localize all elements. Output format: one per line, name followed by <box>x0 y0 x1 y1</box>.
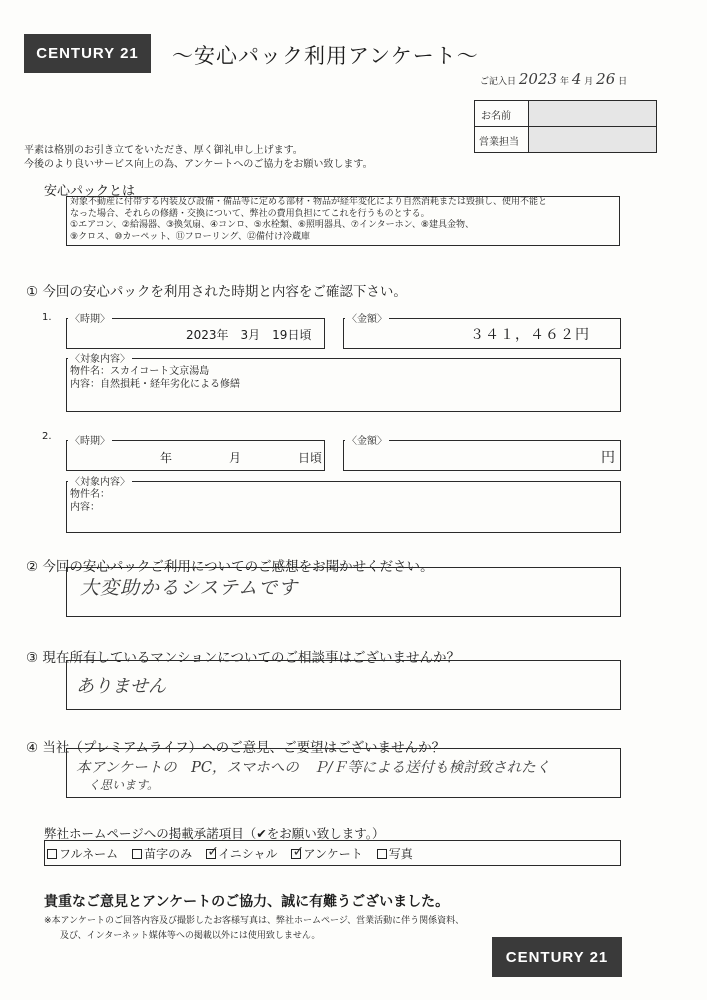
date-row <box>480 70 680 88</box>
checkbox-initials[interactable] <box>206 849 216 859</box>
consent-option-surname[interactable] <box>132 845 192 862</box>
consent-box <box>44 840 621 866</box>
entry-1-number: 1. <box>42 312 52 323</box>
consent-option-label: フルネーム <box>59 846 119 861</box>
about-heading: 安心パックとは <box>44 184 136 199</box>
checkbox-photo[interactable] <box>377 849 387 859</box>
about-box <box>66 196 620 246</box>
entry-2-target-label: 〈対象内容〉 <box>68 473 132 488</box>
entry-2-amount-label: 〈金額〉 <box>345 432 389 447</box>
entry-2-amount-unit: 円 <box>601 450 615 466</box>
footer-note-2: 及び、インターネット媒体等への掲載以外には使用致しません。 <box>60 931 321 941</box>
consent-option-initials[interactable] <box>206 845 277 862</box>
name-row <box>475 101 656 127</box>
page-title: ～安心パック利用アンケート～ <box>172 44 479 68</box>
date-day: 26 <box>596 70 616 88</box>
entry-1-content: 内容：自然損耗・経年劣化による修繕 <box>70 379 240 390</box>
entry-2-year-unit: 年 <box>160 451 173 465</box>
question-1: ① 今回の安心パックを利用された時期と内容をご確認下さい。 <box>26 284 407 300</box>
q4-answer-line-1: 本アンケートの PC，スマホへの Ｐ/Ｆ等による送付も検討致されたく <box>76 760 551 776</box>
consent-option-fullname[interactable] <box>47 845 118 862</box>
entry-2-target-box[interactable] <box>66 481 621 533</box>
name-label: お名前 <box>475 101 529 126</box>
consent-option-label: 写真 <box>388 846 413 861</box>
sales-row <box>475 127 656 152</box>
checkbox-survey[interactable] <box>291 849 301 859</box>
date-month: 4 <box>571 70 582 88</box>
century21-logo-bottom: CENTURY 21 <box>492 937 622 977</box>
thanks-message: 貴重なご意見とアンケートのご協力、誠に有難うございました。 <box>44 894 450 910</box>
q2-answer: 大変助かるシステムです <box>80 577 299 599</box>
question-2: ② 今回の安心パックご利用についてのご感想をお聞かせください。 <box>26 559 434 575</box>
entry-2-month-unit: 月 <box>229 451 242 465</box>
century21-logo-top: CENTURY 21 <box>24 34 151 73</box>
about-line-2: なった場合、それらの修繕・交換について、弊社の費用負担にてこれを行うものとする。 <box>70 208 430 219</box>
intro-line-1: 平素は格別のお引き立てをいただき、厚く御礼申し上げます。 <box>24 145 303 156</box>
entry-1-period-value: 2023年 3月 19日頃 <box>186 328 312 342</box>
intro-line-2: 今後のより良いサービス向上の為、アンケートへのご協力をお願い致します。 <box>24 159 373 170</box>
q4-answer-line-2: く思います。 <box>88 778 160 792</box>
entry-2-property: 物件名： <box>70 489 110 500</box>
q3-answer: ありません <box>76 676 166 697</box>
day-unit: 日 <box>618 77 628 87</box>
footer-note-1: ※本アンケートのご回答内容及び撮影したお客様写真は、弊社ホームページ、営業活動に伴う関係資料、 <box>44 916 465 926</box>
sales-label: 営業担当 <box>475 127 529 152</box>
entry-2-content: 内容： <box>70 502 100 513</box>
checkbox-fullname[interactable] <box>47 849 57 859</box>
about-line-3: ①エアコン、②給湯器、③換気扇、④コンロ、⑤水栓類、⑥照明器具、⑦インターホン、⑧建具金物、 <box>70 220 474 230</box>
customer-info-table <box>474 100 657 153</box>
consent-option-survey[interactable] <box>291 845 362 862</box>
entry-2-period-label: 〈時期〉 <box>68 432 112 447</box>
entry-1-amount-label: 〈金額〉 <box>345 310 389 325</box>
year-unit: 年 <box>559 77 569 87</box>
consent-option-label: 苗字のみ <box>144 846 193 861</box>
entry-1-target-label: 〈対象内容〉 <box>68 350 132 365</box>
consent-heading: 弊社ホームページへの掲載承諾項目（✔をお願い致します。） <box>44 826 385 841</box>
date-year: 2023 <box>518 70 558 88</box>
about-line-1: 対象不動産に付帯する内装及び設備・備品等に定める部材・物品が経年変化により自然消耗または毀損し、使用不能と <box>70 197 548 207</box>
name-field[interactable] <box>529 101 656 126</box>
checkbox-surname[interactable] <box>132 849 142 859</box>
entry-2-day-unit: 日頃 <box>298 451 323 465</box>
entry-1-property: 物件名：スカイコート文京湯島 <box>70 366 210 377</box>
date-label: ご記入日 <box>480 77 517 87</box>
question-3: ③ 現在所有しているマンションについてのご相談事はございませんか？ <box>26 650 461 666</box>
about-line-4: ⑨クロス、⑩カーペット、⑪フローリング、⑫備付け冷蔵庫 <box>70 231 311 242</box>
month-unit: 月 <box>584 77 594 87</box>
consent-option-label: イニシャル <box>218 846 278 861</box>
consent-option-label: アンケート <box>303 846 363 861</box>
question-4: ④ 当社（プレミアムライフ）へのご意見、ご要望はございませんか？ <box>26 740 446 756</box>
entry-1-period-label: 〈時期〉 <box>68 310 112 325</box>
sales-field[interactable] <box>529 127 656 152</box>
consent-option-photo[interactable] <box>377 845 413 862</box>
entry-2-number: 2. <box>42 431 52 442</box>
entry-1-amount-value: ３４１，４６２円 <box>470 327 590 343</box>
